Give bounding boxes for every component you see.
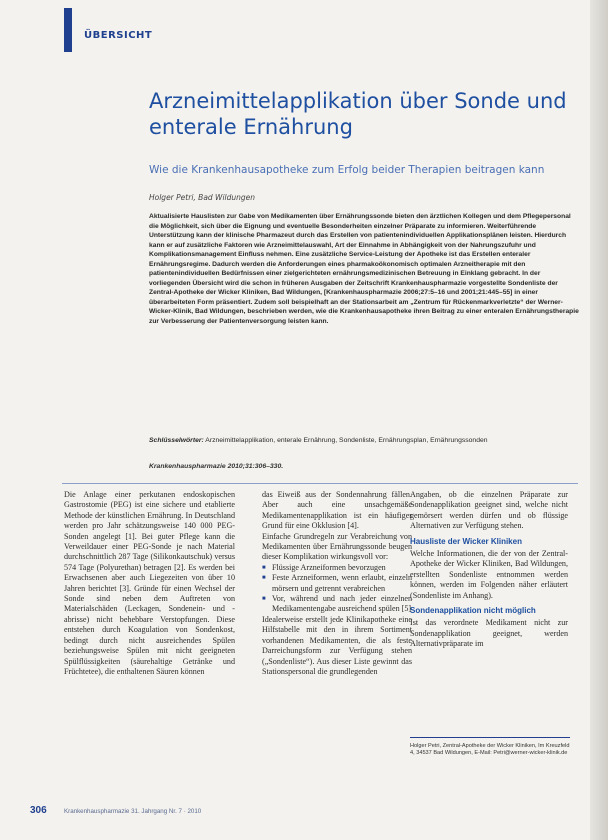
body-paragraph: Angaben, ob die einzelnen Präparate zur Sondenapplikation geeignet sind, welche nicht gemörsert werden dürfen und ob flüssige Alternativen zur Verfügung stehen. [410,490,568,531]
abstract: Aktualisierte Hauslisten zur Gabe von Medikamenten über Ernährungssonde bieten den ärztlichen Kollegen und dem Pflegepersonal die Möglichkeit, sich über die Eignung und eventuelle Besonderheiten einzelner Präparate zu informieren. Weiterführende Unterstützung kann der klinische Pharmazeut durch das Erstellen von patientenindividuellen Applikationsplänen leisten. Hierdurch kann er auf zusätzliche Faktoren wie Arzneimittelauswahl, Art der Einnahme in Abhängigkeit von der Nahrungszufuhr und Komplikationsmanagement Einfluss nehmen. Eine zusätzliche Service-Leistung der Apotheke ist das Erstellen enteraler Ernährungsregime. Dadurch werden die Anforderungen eines pharmakoökonomisch optimalen Arzneitherapie mit den patientenindividuellen Bedürfnissen einer zielgerichteten ernährungsmedizinischen Betreuung in Einklang gebracht. In der vorliegenden Übersicht wird die schon in früheren Ausgaben der Zeitschrift Krankenhauspharmazie vorgestellte Sondenliste der Zentral-Apotheke der Wicker Kliniken, Bad Wildungen, [Krankenhauspharmazie 2006;27:5–16 und 2001;21:445–55] in einer überarbeiteten Form präsentiert. Zudem soll beispielhaft an der Stationsarbeit am „Zentrum für Rückenmarkverletzte“ der Werner-Wicker-Klinik, Bad Wildungen, beschrieben werden, wie die Krankenhausapotheke ihren Beitrag zu einer enteralen Ernährungstherapie zur Verbesserung der Patientenversorgung leisten kann. [149,213,579,326]
keywords-label: Schlüsselwörter: [149,437,204,444]
rules-list [262,563,412,615]
section-heading: Hausliste der Wicker Kliniken [410,536,522,546]
journal-footer: Krankenhauspharmazie 31. Jahrgang Nr. 7 · 2010 [64,808,202,815]
body-column-2 [262,490,412,677]
section-heading: Sondenapplikation nicht möglich [410,606,536,616]
author-affiliation: Holger Petri, Zentral-Apotheke der Wicker Kliniken, Im Kreuzfeld 4, 34537 Bad Wildungen, E-Mail: Petri@werner-wicker-klinik.de [410,743,570,757]
section-color-bar [64,8,72,52]
body-paragraph: das Eiweiß aus der Sondennahrung fällen. Aber auch eine unsachgemäße Medikamentenapplikation ist ein häufiger Grund für eine Okklusion [4]. [262,490,412,531]
divider [62,483,578,484]
section-label: ÜBERSICHT [84,30,153,41]
citation: Krankenhauspharmazie 2010;31:306–330. [149,463,284,470]
list-item: ■ Flüssige Arzneiformen bevorzugen [272,563,412,573]
list-item: ■ Feste Arzneiformen, wenn erlaubt, einzeln mörsern und getrennt verabreichen [272,573,412,594]
body-column-1 [64,490,235,677]
keywords [149,436,579,446]
body-paragraph: Welche Informationen, die der von der Zentral-Apotheke der Wicker Kliniken, Bad Wildungen, erstellten Sondenliste entnommen werden können, werden im Folgenden näher erläutert (Sondenliste im Anhang). [410,549,568,600]
body-paragraph: Einfache Grundregeln zur Verabreichung von Medikamenten über Ernährungssonde beugen dieser Komplikation wirkungsvoll vor: [262,531,412,562]
body-paragraph: Die Anlage einer perkutanen endoskopischen Gastrostomie (PEG) ist eine sichere und etablierte Methode der künstlichen Ernährung. In Deutschland werden pro Jahr schätzungsweise 140 000 PEG-Sonden angelegt [1]. Bei guter Pflege kann die Verweildauer einer PEG-Sonde je nach Material durchschnittlich 287 Tage (Silikonkautschuk) versus 574 Tage (Polyurethan) betragen [2]. Es werden bei Erwachsenen aber auch Liegezeiten von über 10 Jahren berichtet [3]. Gründe für einen Wechsel der Sonde sind neben dem Auftreten von Materialschäden (Leckagen, Sondenein- und -abrisse) nicht behebbare Verstopfungen. Diese entstehen durch Koagulation von Sondenkost, bedingt durch nicht ausreichendes Spülen beziehungsweise Spülen mit nicht geeigneten Spülflüssigkeiten (säurehaltige Getränke und Früchtetee), die enthaltenen Säuren können [64,490,235,676]
body-paragraph: Idealerweise erstellt jede Klinikapotheke eine Hilfstabelle mit den in ihrem Sortiment vorhandenen Medikamenten, die als feste Darreichungsform zur Verfügung stehen („Sondenliste“). Aus dieser Liste gewinnt das Stationspersonal die grundlegenden [262,614,412,676]
body-paragraph: Ist das verordnete Medikament nicht zur Sondenapplikation geeignet, werden Alternativpräparate im [410,618,568,649]
body-column-3 [410,490,568,650]
list-item: ■ Vor, während und nach jeder einzelnen Medikamentengabe ausreichend spülen [5] [272,594,412,615]
page-number: 306 [30,805,47,816]
article-title: Arzneimittelapplikation über Sonde und enterale Ernährung [149,89,567,139]
article-subtitle: Wie die Krankenhausapotheke zum Erfolg beider Therapien beitragen kann [149,164,545,176]
affiliation-divider [410,737,570,738]
article-authors: Holger Petri, Bad Wildungen [149,193,256,202]
page-edge-shadow [590,0,608,840]
keywords-text: Arzneimittelapplikation, enterale Ernährung, Sondenliste, Ernährungsplan, Ernährungssonden [205,437,488,444]
